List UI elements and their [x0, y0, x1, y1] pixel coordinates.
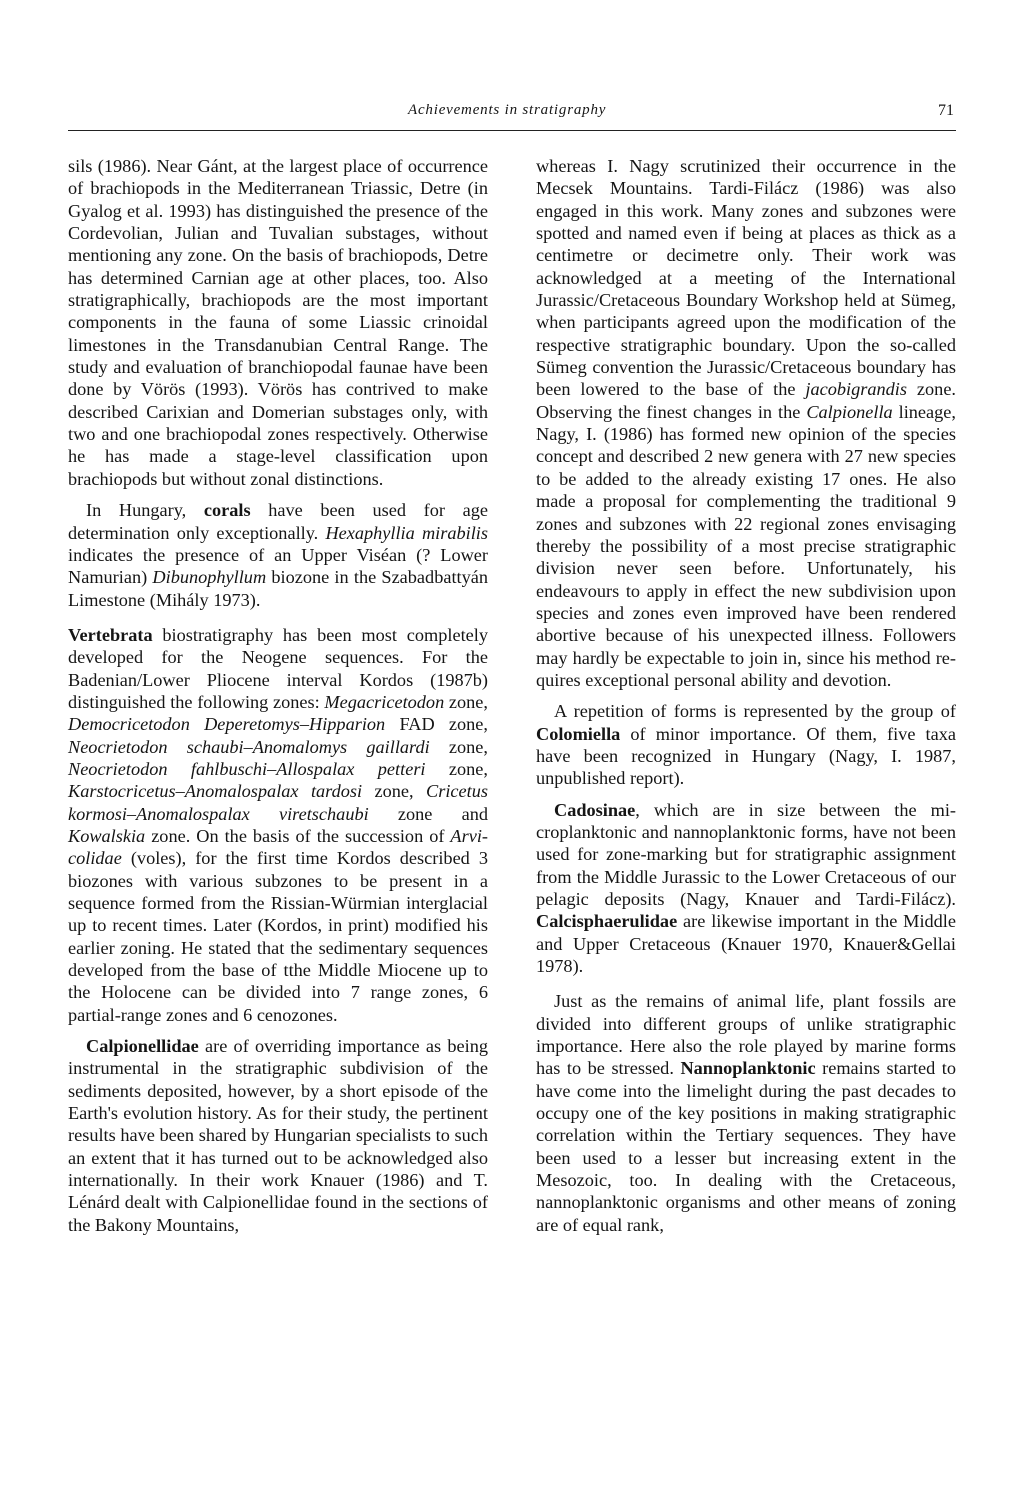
paragraph-calpionellidae: Calpionellidae are of overriding importance as being instrumental in the stratigraphic subdivision of the sediments deposited, however, by a short episode of the Earth's evolution history. As for their study, the pertinent results have been shared by Hungarian specialists to such an extent that it has turned out to be acknowledged also internationally. In their work Knauer (1986) and T. Lénárd dealt with Calpionellidae found in the sections of the Bakony Mountains, [68, 1036, 488, 1235]
paragraph-vertebrata: Vertebrata biostratigraphy has been most completely developed for the Neogene sequences. For the Badenian/Lower Pliocene interval Kordos (1987b) distinguished the following zones: Megacricetodon zone, Democricetodon Deperetomys–Hipparion FAD zone, Neocrietodon schaubi–Anomalomys gaillardi zone, Neocrietodon fahlbuschi–Allospalax petteri zone, Karstocricetus–Anomalospalax tardosi zone, Cricetus kormosi–Anomalospalax viretschaubi zone and Kowalskia zone. On the basis of the succession of Arvicolidae (voles), for the first time Kordos described 3 biozones with various subzones to be present in a sequence formed from the Rissian-Würmian interglacial up to recent times. Later (Kordos, in print) modified his earlier zoning. He stated that the sedimentary sequences developed from the base of tthe Middle Miocene up to the Holocene can be divided into 7 range zones, 6 partial-range zones and 6 cenozones. [68, 624, 488, 1025]
right-column [536, 155, 956, 1236]
paragraph-plant-fossils: Just as the remains of animal life, plant fossils are divided into different groups of unlike stratigraphic importance. Here also the role played by marine forms has to be stressed. Nannoplanktonic remains started to have come into the limelight during the past decades to occupy one of the key positions in making stratigraphic correlation within the Tertiary sequences. They have been used to a lesser but increasing extent in the Mesozoic, too. In dealing with the Cretaceous, nannoplanktonic organisms and other means of zoning are of equal rank, [536, 991, 957, 1235]
term-cadosinae: Cadosinae [554, 799, 636, 820]
taxon-dibunophyllum: Dibunophyllum [152, 567, 267, 588]
paragraph-colomiella: A repetition of forms is represented by the group of Colomiella of minor importance. Of them, five taxa have been recognized in Hungary (Nagy, I. 1987, unpublished report). [536, 701, 956, 789]
paragraph-brachiopods: sils (1986). Near Gánt, at the largest place of occurrence of brachiopods in the Mediterranean Triassic, Detre (in Gyalog et al. 1993) has distinguished the presence of the Cordevolian, Julian and Tuvalian substages, without mentioning any zone. On the basis of brachiopods, Detre has determined Carnian age at other places, too. Also stratigraphically, brachiopods are the most important components in the fauna of some Liassic crinoidal limestones in the Transdanubian Central Range. The study and evaluation of branchiopodal faunae have been done by Vörös (1993). Vörös has contrived to make described Carixian and Domerian substages only, with two and one brachiopodal zones respectively. Otherwise he has made a stage-level classification upon brachiopods but without zonal distinctions. [68, 156, 488, 489]
term-nannoplanktonic: Nannoplanktonic [680, 1058, 816, 1079]
term-calcisphaerulidae: Calcisphaerulidae [536, 911, 678, 932]
term-calpionellidae: Calpionellidae [86, 1036, 199, 1057]
page-header [68, 100, 954, 130]
page-number: 71 [938, 102, 954, 119]
header-rule [68, 130, 956, 131]
running-title: Achievements in stratigraphy [408, 102, 607, 118]
left-column [68, 155, 488, 1236]
term-vertebrata: Vertebrata [68, 624, 153, 645]
paragraph-cadosinae: Cadosinae, which are in size between the microplanktonic and nannoplanktonic forms, have not been used for zone-marking but for stratigraphic assignment from the Middle Jurassic to the Lower Cretaceous of our pelagic deposits (Nagy, Knauer and Tardi-Filácz). Calcisphaerulidae are likewise important in the Middle and Upper Cretaceous (Knauer 1970, Knauer&Gellai 1978). [536, 799, 956, 977]
term-colomiella: Colomiella [536, 723, 621, 744]
paragraph-corals: In Hungary, corals have been used for age determination only exceptionally. Hexaphyllia mirabilis indicates the presence of an Upper Viséan (? Lower Namurian) Dibunophyllum biozone in the Szabadbattyán Limestone (Mihály 1973). [68, 500, 489, 610]
taxon-hexaphyllia: Hexaphyllia mirabilis [325, 522, 488, 543]
term-corals: corals [203, 500, 251, 521]
paragraph-calpionella-zones: whereas I. Nagy scrutinized their occurrence in the Mecsek Mountains. Tardi-Filácz (1986) was also engaged in this work. Many zones and subzones were spotted and named even if being at places as thick as a centimetre or decimetre only. Their work was acknowledged at a meeting of the International Jurassic/Cretaceous Boundary Workshop held at Sümeg, when participants agreed upon the modification of the respective stratigraphic boundary. Upon the so-called Sümeg convention the Jurassic/Cretaceous boundary has been lowered to the base of the jacobigrandis zone. Observing the finest changes in the Calpionella lineage, Nagy, I. (1986) has formed new opinion of the species concept and described 2 new genera with 27 new species to be added to the already existing 17 ones. He also made a proposal for complementing the traditional 9 zones and subzones with 22 regional zones envisaging thereby the possibility of a most precise stratigraphic division never seen before. Unfortunately, his endeavours to apply in effect the new subdivision upon species and zones even improved have been rendered abortive because of his unexpected illness. Followers may hardly be expectable to join in, since his method requires exceptional personal ability and devotion. [536, 156, 956, 690]
